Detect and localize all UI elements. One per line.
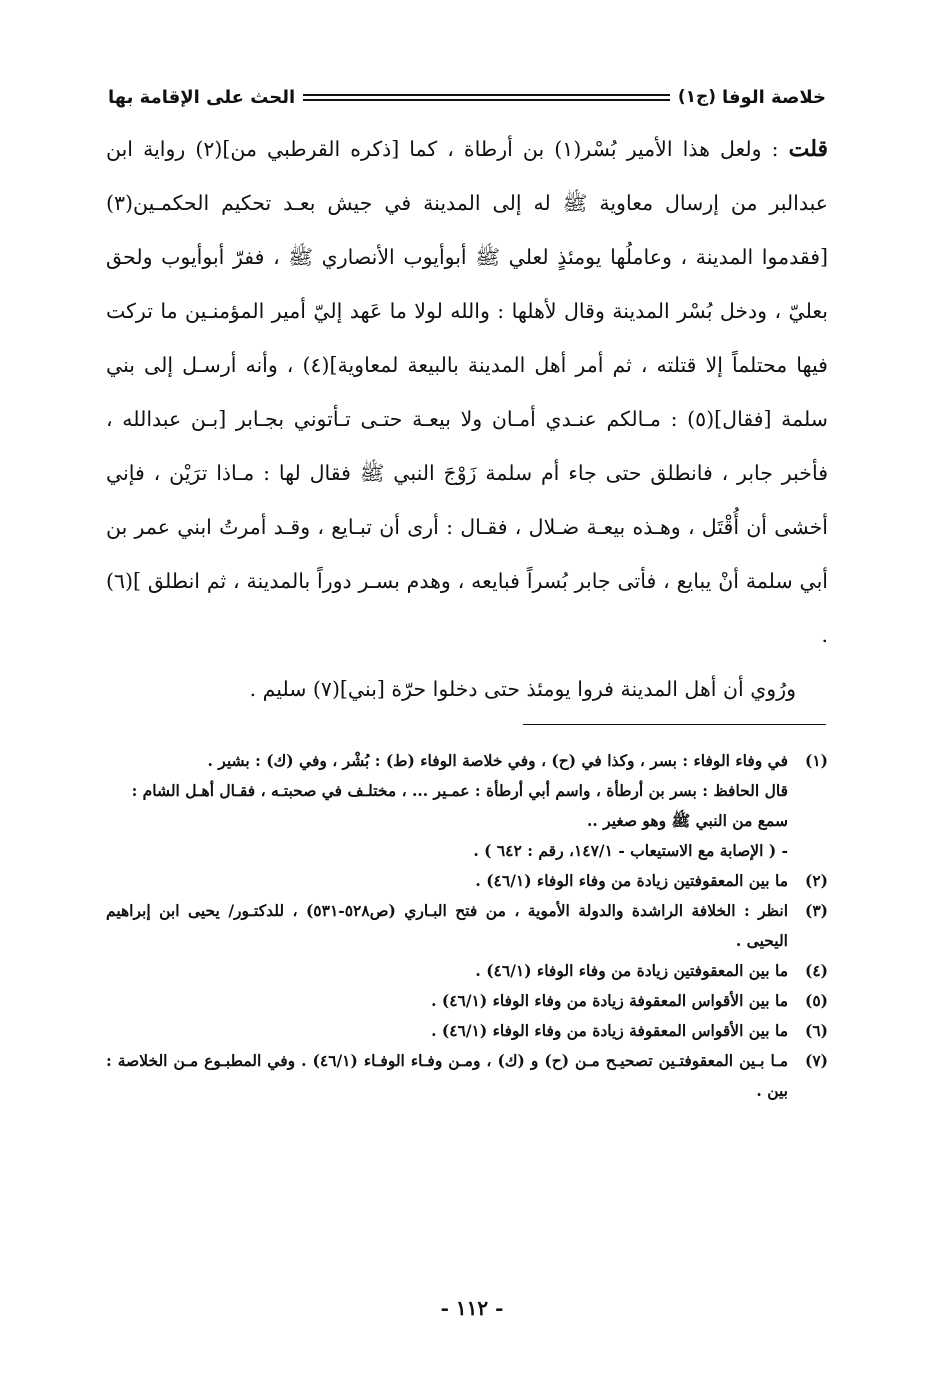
paragraph-1: [106, 122, 828, 662]
footnote-2: [106, 866, 828, 896]
footnote-1-line-2: قال الحافظ : بسر بن أرطأة ، واسم أبي أرطأة : عمـير ... ، مختلـف في صحبتـه ، فقـال أهـل الشام : سمع من النبي ﷺ وهو صغير ..: [131, 781, 788, 830]
footnote-number: (٦): [804, 1021, 828, 1040]
footnote-text: ما بين المعقوفتين زيادة من وفاء الوفاء (٤٦/١) .: [475, 871, 788, 890]
footnote-text: ما بين الأقواس المعقوفة زيادة من وفاء الوفاء (٤٦/١) .: [431, 991, 788, 1010]
footnote-6: [106, 1016, 828, 1046]
footnote-1-line-3: - ( الإصابة مع الاستيعاب - ١٤٧/١، رقم : ٦٤٢ ) .: [473, 841, 788, 860]
footnote-separator: [523, 724, 826, 725]
footnote-5: [106, 986, 828, 1016]
footnote-text: ما بين المعقوفتين زيادة من وفاء الوفاء (٤٦/١) .: [475, 961, 788, 980]
footnote-text: انظر : الخلافة الراشدة والدولة الأموية ، من فتح البـاري (ص٥٢٨-٥٣١) ، للدكتـور/ يحيى ابن إبراهيم اليحيى .: [106, 901, 789, 950]
paragraph-2: ورُوي أن أهل المدينة فروا يومئذ حتى دخلوا حرّة [بني](٧) سليم .: [249, 677, 796, 701]
paragraph-1-text: : ولعل هذا الأمير بُسْر(١) بن أرطاة ، كما [ذكره القرطبي من](٢) رواية ابن عبدالبر من إرسال معاوية ﷺ له إلى المدينة في جيش بعـد تحكيم الحكمـين(٣) [فقدموا المدينة ، وعاملُها يومئذٍ لعلي ﷺ أبوأيوب الأنصاري ﷺ ، ففرّ أبوأيوب ولحق بعليّ ، ودخل بُسْر المدينة وقال لأهلها : والله لولا ما عَهد إليّ أمير المؤمنـين ما تركت فيها محتلماً إلا قتلته ، ثم أمر أهل المدينة بالبيعة لمعاوية](٤) ، وأنه أرسـل إلى بني سلمة [فقال](٥) : مـالكم عنـدي أمـان ولا بيعـة حتـى تـأتوني بجـابر [بـن عبدالله ، فأخبر جابر ، فانطلق حتى جاء أم سلمة زَوْجَ النبي ﷺ فقال لها : مـاذا ترَيْن ، فإني أخشى أن أُقْتَل ، وهـذه بيعـة ضـلال ، فقـال : أرى أن تبـايع ، وقـد أمرتُ ابني عمر بن أبي سلمة أنْ يبايع ، فأتى جابر بُسراً فبايعه ، وهدم بسـر دوراً بالمدينة ، ثم انطلق ](٦) .: [106, 137, 828, 647]
footnote-text: مـا بـين المعقوفتـين تصحيـح مـن (ح) و (ك) ، ومـن وفـاء الوفـاء (٤٦/١) . وفي المطبـوع مـن الخلاصة : بين .: [106, 1051, 789, 1100]
footnote-number: (٤): [804, 961, 828, 980]
footnote-text: ما بين الأقواس المعقوفة زيادة من وفاء الوفاء (٤٦/١) .: [431, 1021, 788, 1040]
footnote-3: [106, 896, 828, 956]
footnote-number: (٧): [804, 1051, 828, 1070]
main-text: [106, 122, 828, 716]
footnote-number: (٢): [804, 871, 828, 890]
book-title: خلاصة الوفا: [722, 86, 826, 108]
footnote-1: [106, 746, 828, 776]
footnote-number: (٣): [804, 901, 828, 920]
page-number: - ١١٢ -: [440, 1296, 504, 1320]
footnote-text: في وفاء الوفاء : بسر ، وكذا في (ح) ، وفي خلاصة الوفاء (ط) : بُشْر ، وفي (ك) : بشير .: [207, 751, 788, 770]
header-rule: [303, 94, 670, 101]
footnotes: [106, 746, 828, 1106]
running-header: [108, 80, 826, 114]
volume-label: (ج١): [677, 87, 717, 107]
footnote-number: (١): [804, 751, 828, 770]
footnote-number: (٥): [804, 991, 828, 1010]
footnote-4: [106, 956, 828, 986]
lead-word: قلت: [788, 136, 828, 162]
chapter-title: الحث على الإقامة بها: [108, 86, 296, 108]
footnote-7: [106, 1046, 828, 1106]
